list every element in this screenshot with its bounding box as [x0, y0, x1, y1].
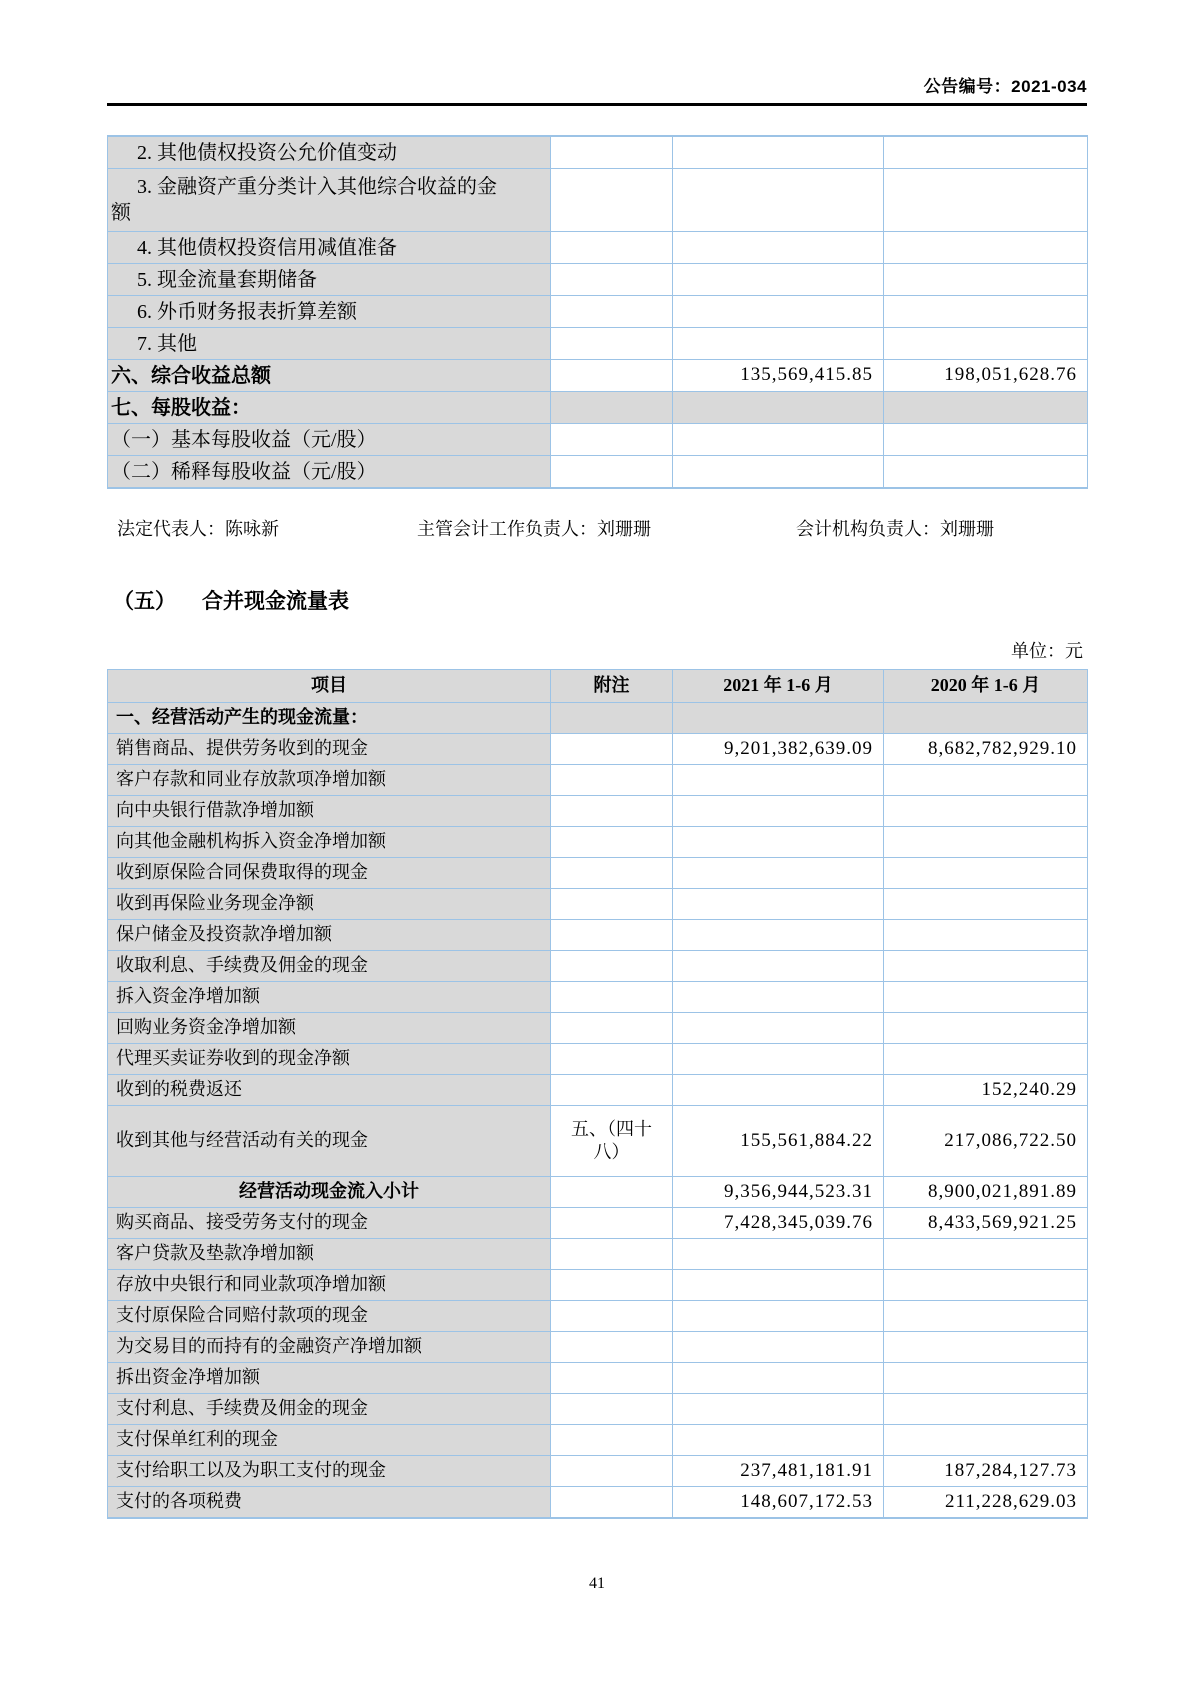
row-label: 一、经营活动产生的现金流量：	[108, 703, 551, 734]
cash-flow-table-header	[108, 670, 1088, 703]
section-heading	[107, 585, 1087, 615]
table-row	[108, 328, 1088, 360]
row-label: 拆出资金净增加额	[108, 1363, 551, 1394]
table-row	[108, 827, 1088, 858]
value-2020	[884, 392, 1088, 424]
table-row	[108, 1106, 1088, 1177]
table-row	[108, 424, 1088, 456]
column-header-2021: 2021 年 1-6 月	[673, 670, 884, 703]
table-row	[108, 1208, 1088, 1239]
row-note	[551, 827, 673, 858]
value-2021	[673, 889, 884, 920]
table-row	[108, 1177, 1088, 1208]
cash-flow-table-body	[108, 703, 1088, 1519]
value-2020	[884, 456, 1088, 489]
table-row	[108, 296, 1088, 328]
table-row	[108, 796, 1088, 827]
row-label: 向其他金融机构拆入资金净增加额	[108, 827, 551, 858]
table-row	[108, 169, 1088, 232]
table-row	[108, 1013, 1088, 1044]
value-2020	[884, 827, 1088, 858]
value-2020: 217,086,722.50	[884, 1106, 1088, 1177]
value-2020	[884, 328, 1088, 360]
value-2020	[884, 1363, 1088, 1394]
value-2021	[673, 1301, 884, 1332]
value-2021: 9,201,382,639.09	[673, 734, 884, 765]
row-note	[551, 1456, 673, 1487]
row-note	[551, 1013, 673, 1044]
value-2021	[673, 1425, 884, 1456]
row-note	[551, 951, 673, 982]
row-note	[551, 858, 673, 889]
row-note	[551, 136, 673, 169]
row-label: （一）基本每股收益（元/股）	[108, 424, 551, 456]
column-header-note: 附注	[551, 670, 673, 703]
doc-number-value: 2021-034	[1011, 77, 1087, 96]
row-note	[551, 424, 673, 456]
row-note	[551, 1270, 673, 1301]
value-2020	[884, 889, 1088, 920]
row-note	[551, 1301, 673, 1332]
row-note	[551, 1075, 673, 1106]
value-2020: 8,900,021,891.89	[884, 1177, 1088, 1208]
row-label: 存放中央银行和同业款项净增加额	[108, 1270, 551, 1301]
value-2021	[673, 1363, 884, 1394]
chief-accountant: 主管会计工作负责人：刘珊珊	[417, 519, 651, 539]
value-2020	[884, 1270, 1088, 1301]
row-note	[551, 1044, 673, 1075]
row-label: 七、每股收益：	[108, 392, 551, 424]
row-label: 3. 金融资产重分类计入其他综合收益的金额	[108, 169, 551, 232]
comprehensive-income-table	[107, 135, 1088, 489]
row-label: 为交易目的而持有的金融资产净增加额	[108, 1332, 551, 1363]
row-note	[551, 392, 673, 424]
row-label: 客户贷款及垫款净增加额	[108, 1239, 551, 1270]
table-row	[108, 392, 1088, 424]
accounting-department-head: 会计机构负责人：刘珊珊	[796, 519, 994, 539]
row-label: 收到原保险合同保费取得的现金	[108, 858, 551, 889]
table-row	[108, 920, 1088, 951]
row-label: 客户存款和同业存放款项净增加额	[108, 765, 551, 796]
row-note	[551, 796, 673, 827]
row-label: 收到的税费返还	[108, 1075, 551, 1106]
row-label: 代理买卖证券收到的现金净额	[108, 1044, 551, 1075]
row-label: 6. 外币财务报表折算差额	[108, 296, 551, 328]
row-label: 支付给职工以及为职工支付的现金	[108, 1456, 551, 1487]
row-label: 收取利息、手续费及佣金的现金	[108, 951, 551, 982]
value-2020	[884, 1044, 1088, 1075]
row-note	[551, 734, 673, 765]
header-rule	[107, 103, 1087, 106]
column-header-item: 项目	[108, 670, 551, 703]
row-note	[551, 1208, 673, 1239]
row-note	[551, 1239, 673, 1270]
value-2021	[673, 1044, 884, 1075]
page-number: 41	[589, 1575, 605, 1592]
table-row	[108, 232, 1088, 264]
row-label: 销售商品、提供劳务收到的现金	[108, 734, 551, 765]
cash-flow-table	[107, 669, 1088, 1519]
value-2021: 237,481,181.91	[673, 1456, 884, 1487]
value-2021	[673, 424, 884, 456]
value-2020	[884, 1332, 1088, 1363]
row-label: 支付的各项税费	[108, 1487, 551, 1519]
value-2021	[673, 1239, 884, 1270]
table-row	[108, 1332, 1088, 1363]
value-2020: 211,228,629.03	[884, 1487, 1088, 1519]
value-2021	[673, 796, 884, 827]
table-row	[108, 951, 1088, 982]
value-2021	[673, 858, 884, 889]
value-2021	[673, 1013, 884, 1044]
table-row	[108, 765, 1088, 796]
row-note	[551, 765, 673, 796]
value-2021	[673, 392, 884, 424]
value-2021	[673, 296, 884, 328]
value-2020	[884, 296, 1088, 328]
row-label: 7. 其他	[108, 328, 551, 360]
table-row	[108, 1363, 1088, 1394]
value-2021: 155,561,884.22	[673, 1106, 884, 1177]
table-row	[108, 734, 1088, 765]
value-2021	[673, 456, 884, 489]
row-label: 支付利息、手续费及佣金的现金	[108, 1394, 551, 1425]
value-2020	[884, 169, 1088, 232]
table-row	[108, 1456, 1088, 1487]
row-note	[551, 703, 673, 734]
value-2021	[673, 1075, 884, 1106]
value-2020	[884, 1394, 1088, 1425]
value-2021	[673, 765, 884, 796]
value-2020: 187,284,127.73	[884, 1456, 1088, 1487]
value-2021	[673, 136, 884, 169]
table-row	[108, 1270, 1088, 1301]
row-note	[551, 296, 673, 328]
value-2021	[673, 1332, 884, 1363]
value-2021	[673, 1270, 884, 1301]
value-2021	[673, 328, 884, 360]
row-label: 支付原保险合同赔付款项的现金	[108, 1301, 551, 1332]
table-row	[108, 1075, 1088, 1106]
row-note	[551, 1487, 673, 1519]
table-row	[108, 264, 1088, 296]
value-2020	[884, 703, 1088, 734]
row-note	[551, 264, 673, 296]
column-header-2020: 2020 年 1-6 月	[884, 670, 1088, 703]
value-2021	[673, 920, 884, 951]
row-note	[551, 1332, 673, 1363]
row-note	[551, 328, 673, 360]
legal-representative: 法定代表人：陈咏新	[117, 519, 279, 539]
value-2020	[884, 951, 1088, 982]
doc-number-label: 公告编号：	[923, 77, 1012, 96]
value-2020	[884, 765, 1088, 796]
row-note	[551, 360, 673, 392]
row-note	[551, 920, 673, 951]
row-label: 5. 现金流量套期储备	[108, 264, 551, 296]
value-2021: 135,569,415.85	[673, 360, 884, 392]
table-row	[108, 1301, 1088, 1332]
table-row	[108, 136, 1088, 169]
section-title: 合并现金流量表	[202, 589, 349, 613]
row-label: （二）稀释每股收益（元/股）	[108, 456, 551, 489]
table-row	[108, 703, 1088, 734]
value-2021	[673, 982, 884, 1013]
row-label: 回购业务资金净增加额	[108, 1013, 551, 1044]
row-label: 拆入资金净增加额	[108, 982, 551, 1013]
value-2020	[884, 424, 1088, 456]
value-2021: 9,356,944,523.31	[673, 1177, 884, 1208]
row-note	[551, 169, 673, 232]
table-row	[108, 858, 1088, 889]
doc-number	[107, 0, 1087, 97]
value-2020: 152,240.29	[884, 1075, 1088, 1106]
row-note	[551, 1425, 673, 1456]
table-row	[108, 1487, 1088, 1519]
value-2021	[673, 827, 884, 858]
row-note	[551, 1177, 673, 1208]
row-label: 收到其他与经营活动有关的现金	[108, 1106, 551, 1177]
table-row	[108, 456, 1088, 489]
row-label: 4. 其他债权投资信用减值准备	[108, 232, 551, 264]
value-2021	[673, 169, 884, 232]
value-2020	[884, 858, 1088, 889]
row-label: 购买商品、接受劳务支付的现金	[108, 1208, 551, 1239]
value-2020	[884, 232, 1088, 264]
table-row	[108, 889, 1088, 920]
row-label: 六、综合收益总额	[108, 360, 551, 392]
row-label: 2. 其他债权投资公允价值变动	[108, 136, 551, 169]
value-2020	[884, 920, 1088, 951]
row-note: 五、（四十八）	[551, 1106, 673, 1177]
value-2021	[673, 232, 884, 264]
signature-line	[107, 515, 1087, 541]
comprehensive-income-table-body	[108, 136, 1088, 488]
value-2020	[884, 1301, 1088, 1332]
unit-note: 单位：元	[1011, 641, 1083, 661]
row-label: 经营活动现金流入小计	[108, 1177, 551, 1208]
row-label: 支付保单红利的现金	[108, 1425, 551, 1456]
row-label: 收到再保险业务现金净额	[108, 889, 551, 920]
value-2020: 8,682,782,929.10	[884, 734, 1088, 765]
row-label: 保户储金及投资款净增加额	[108, 920, 551, 951]
value-2020	[884, 982, 1088, 1013]
value-2020	[884, 1239, 1088, 1270]
value-2020	[884, 796, 1088, 827]
row-note	[551, 232, 673, 264]
row-note	[551, 456, 673, 489]
section-number: （五）	[113, 589, 176, 613]
table-row	[108, 1425, 1088, 1456]
row-note	[551, 1363, 673, 1394]
table-row	[108, 1044, 1088, 1075]
value-2021: 7,428,345,039.76	[673, 1208, 884, 1239]
value-2021	[673, 703, 884, 734]
value-2021: 148,607,172.53	[673, 1487, 884, 1519]
table-row	[108, 360, 1088, 392]
value-2020	[884, 136, 1088, 169]
value-2020: 198,051,628.76	[884, 360, 1088, 392]
table-row	[108, 1394, 1088, 1425]
value-2020	[884, 1425, 1088, 1456]
page-content	[107, 0, 1087, 1593]
table-row	[108, 982, 1088, 1013]
row-note	[551, 889, 673, 920]
header-row	[108, 670, 1088, 703]
row-note	[551, 1394, 673, 1425]
value-2021	[673, 264, 884, 296]
row-label: 向中央银行借款净增加额	[108, 796, 551, 827]
value-2020: 8,433,569,921.25	[884, 1208, 1088, 1239]
value-2020	[884, 1013, 1088, 1044]
value-2020	[884, 264, 1088, 296]
value-2021	[673, 951, 884, 982]
value-2021	[673, 1394, 884, 1425]
table-row	[108, 1239, 1088, 1270]
row-note	[551, 982, 673, 1013]
